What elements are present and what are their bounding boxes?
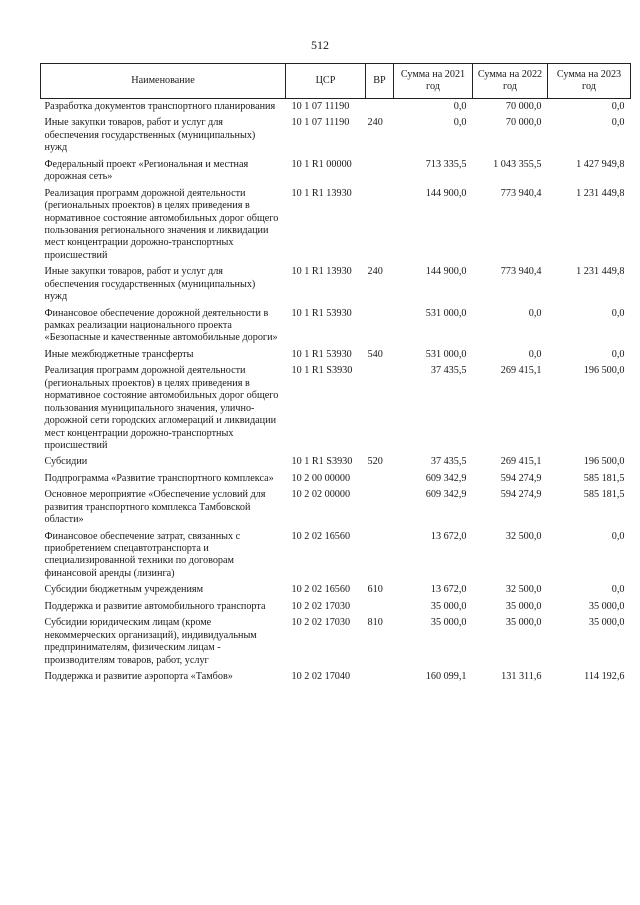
row-sum-2021: 37 435,5	[430, 456, 467, 468]
row-vr	[366, 471, 394, 487]
row-csr: 10 1 R1 00000	[291, 158, 352, 170]
row-vr: 240	[367, 266, 383, 278]
row-sum-2022: 269 415,1	[500, 365, 542, 377]
budget-table	[40, 63, 631, 685]
row-name: Субсидии	[44, 456, 88, 468]
table-row	[41, 669, 631, 685]
row-name: Федеральный проект «Региональная и местная дорожная сеть»	[44, 158, 249, 183]
row-sum-2022: 0,0	[528, 348, 542, 360]
row-sum-2023: 0,0	[611, 307, 625, 319]
header-vr: ВР	[366, 64, 394, 99]
table-row	[41, 454, 631, 470]
table-row	[41, 186, 631, 265]
row-sum-2022: 1 043 355,5	[493, 158, 542, 170]
table-row	[41, 615, 631, 669]
row-sum-2023: 1 427 949,8	[576, 158, 625, 170]
row-sum-2021: 609 342,9	[425, 489, 467, 501]
row-name: Реализация программ дорожной деятельности (региональных проектов) в целях приведения в нормативное состояние автомобильных дорог общего пользования регионального значения и ликвидации мест концентрации дорожно-транспортных происшествий	[44, 187, 279, 261]
row-csr: 10 1 R1 S3930	[291, 365, 353, 377]
row-sum-2021: 144 900,0	[425, 266, 467, 278]
row-sum-2022: 0,0	[528, 307, 542, 319]
page-number: 512	[311, 38, 329, 52]
table-row	[41, 306, 631, 347]
table-row	[41, 599, 631, 615]
row-csr: 10 1 07 11190	[291, 101, 350, 112]
row-sum-2022: 70 000,0	[505, 101, 542, 112]
row-csr: 10 1 R1 13930	[291, 266, 352, 278]
row-vr	[366, 186, 394, 265]
row-csr: 10 2 00 00000	[291, 472, 351, 484]
row-vr	[366, 363, 394, 454]
table-row	[41, 157, 631, 186]
row-sum-2023: 0,0	[611, 117, 625, 129]
row-csr: 10 2 02 16560	[291, 530, 351, 542]
row-csr: 10 2 02 17030	[291, 600, 351, 612]
row-sum-2022: 131 311,6	[501, 670, 542, 682]
table-row	[41, 529, 631, 583]
row-vr	[366, 529, 394, 583]
row-csr: 10 1 R1 13930	[291, 187, 352, 199]
row-name: Иные закупки товаров, работ и услуг для обеспечения государственных (муниципальных) нужд	[44, 117, 256, 154]
row-sum-2022: 773 940,4	[500, 187, 542, 199]
table-row	[41, 582, 631, 598]
row-vr	[366, 599, 394, 615]
row-sum-2021: 0,0	[453, 117, 467, 129]
row-sum-2023: 0,0	[611, 348, 625, 360]
row-csr: 10 2 02 16560	[291, 584, 351, 596]
row-sum-2021: 713 335,5	[425, 158, 467, 170]
row-name: Подпрограмма «Развитие транспортного комплекса»	[44, 472, 274, 484]
row-sum-2022: 32 500,0	[505, 530, 542, 542]
row-vr	[366, 157, 394, 186]
row-sum-2021: 35 000,0	[430, 600, 467, 612]
row-vr: 610	[367, 584, 383, 596]
row-name: Поддержка и развитие аэропорта «Тамбов»	[44, 670, 233, 682]
row-sum-2021: 531 000,0	[425, 348, 467, 360]
table-header-row	[41, 64, 631, 99]
row-vr: 520	[367, 456, 383, 468]
row-sum-2022: 773 940,4	[500, 266, 542, 278]
row-sum-2023: 1 231 449,8	[576, 266, 625, 278]
row-sum-2022: 269 415,1	[500, 456, 542, 468]
row-vr: 240	[367, 117, 383, 129]
row-sum-2021: 609 342,9	[425, 472, 467, 484]
table-row	[41, 264, 631, 305]
row-sum-2023: 0,0	[611, 530, 625, 542]
row-sum-2022: 594 274,9	[500, 472, 542, 484]
row-sum-2021: 144 900,0	[425, 187, 467, 199]
row-sum-2021: 13 672,0	[430, 584, 467, 596]
row-vr	[366, 487, 394, 528]
row-name: Разработка документов транспортного планирования	[44, 101, 276, 112]
row-sum-2023: 585 181,5	[583, 472, 625, 484]
table-row	[41, 99, 631, 116]
row-sum-2023: 585 181,5	[583, 489, 625, 501]
row-vr: 540	[367, 348, 383, 360]
row-sum-2022: 35 000,0	[505, 617, 542, 629]
row-sum-2023: 35 000,0	[588, 617, 625, 629]
table-row	[41, 471, 631, 487]
row-sum-2023: 196 500,0	[583, 365, 625, 377]
row-csr: 10 1 R1 S3930	[291, 456, 353, 468]
row-sum-2023: 1 231 449,8	[576, 187, 625, 199]
table-row	[41, 347, 631, 363]
row-sum-2023: 196 500,0	[583, 456, 625, 468]
row-name: Основное мероприятие «Обеспечение условий для развития транспортного комплекса Тамбовской области»	[44, 489, 266, 526]
row-name: Реализация программ дорожной деятельности (региональных проектов) в целях приведения в нормативное состояние автомобильных дорог общего пользования муниципального значения, улично-дорожной сети городских агломераций и ликвидации мест концентрации дорожно-транспортных происшествий	[44, 365, 279, 451]
row-name: Субсидии бюджетным учреждениям	[44, 584, 204, 596]
row-sum-2021: 0,0	[453, 101, 467, 112]
header-csr: ЦСР	[286, 64, 366, 99]
row-sum-2021: 37 435,5	[430, 365, 467, 377]
table-body	[41, 99, 631, 686]
row-vr: 810	[367, 617, 383, 629]
row-name: Субсидии юридическим лицам (кроме некоммерческих организаций), индивидуальным предпринимателям, физическим лицам - производителям товаров, работ, услуг	[44, 617, 257, 666]
row-sum-2023: 0,0	[611, 584, 625, 596]
header-sum-2023: Сумма на 2023 год	[548, 64, 631, 99]
row-vr	[366, 99, 394, 116]
row-csr: 10 1 07 11190	[291, 117, 350, 129]
row-name: Финансовое обеспечение затрат, связанных с приобретением спецавтотранспорта и специализированной техники по договорам финансовой аренды (лизинга)	[44, 530, 241, 579]
row-vr	[366, 306, 394, 347]
row-csr: 10 1 R1 53930	[291, 307, 352, 319]
header-sum-2022: Сумма на 2022 год	[473, 64, 548, 99]
row-name: Поддержка и развитие автомобильного транспорта	[44, 600, 266, 612]
row-csr: 10 2 02 17040	[291, 670, 351, 682]
table-row	[41, 115, 631, 156]
row-sum-2022: 32 500,0	[505, 584, 542, 596]
header-sum-2021: Сумма на 2021 год	[394, 64, 473, 99]
table-row	[41, 487, 631, 528]
row-csr: 10 2 02 00000	[291, 489, 351, 501]
row-csr: 10 2 02 17030	[291, 617, 351, 629]
row-name: Иные межбюджетные трансферты	[44, 348, 194, 360]
row-sum-2021: 531 000,0	[425, 307, 467, 319]
row-sum-2022: 594 274,9	[500, 489, 542, 501]
row-sum-2023: 0,0	[611, 101, 625, 112]
header-name: Наименование	[41, 64, 286, 99]
row-sum-2023: 114 192,6	[584, 670, 625, 682]
row-sum-2022: 35 000,0	[505, 600, 542, 612]
row-sum-2021: 13 672,0	[430, 530, 467, 542]
table-row	[41, 363, 631, 454]
row-csr: 10 1 R1 53930	[291, 348, 352, 360]
row-sum-2021: 160 099,1	[425, 670, 467, 682]
row-name: Финансовое обеспечение дорожной деятельности в рамках реализации национального проекта «Безопасные и качественные автомобильные дороги»	[44, 307, 278, 344]
row-name: Иные закупки товаров, работ и услуг для обеспечения государственных (муниципальных) нужд	[44, 266, 256, 303]
row-sum-2022: 70 000,0	[505, 117, 542, 129]
row-sum-2023: 35 000,0	[588, 600, 625, 612]
row-vr	[366, 669, 394, 685]
row-sum-2021: 35 000,0	[430, 617, 467, 629]
